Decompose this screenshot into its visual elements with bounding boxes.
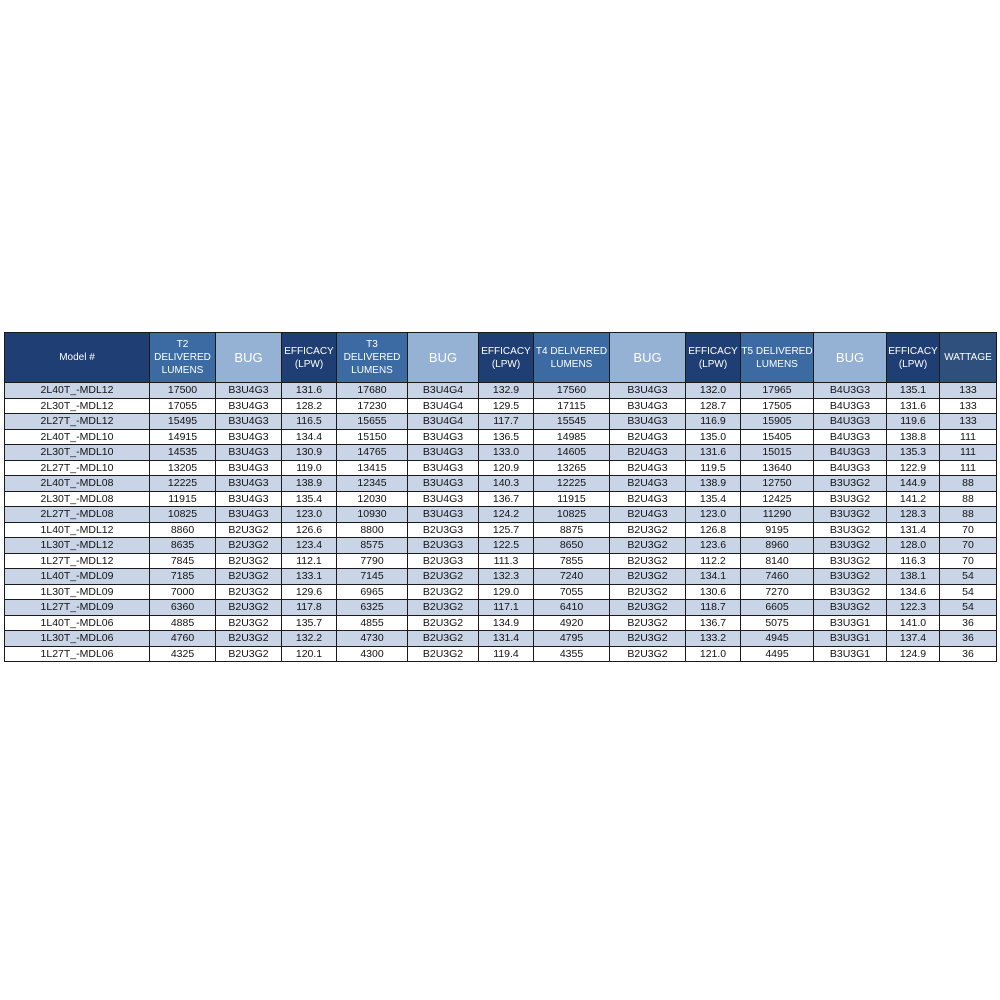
table-row	[5, 646, 997, 662]
cell-t4-bug: B2U3G2	[610, 646, 686, 662]
cell-t5-bug: B3U3G2	[814, 476, 887, 492]
cell-wattage: 88	[940, 476, 997, 492]
cell-t4-bug: B2U4G3	[610, 507, 686, 523]
cell-t4-bug: B2U3G2	[610, 553, 686, 569]
cell-t3-bug: B2U3G2	[408, 646, 479, 662]
cell-t3-efficacy: 132.9	[479, 383, 534, 399]
cell-t4-lumens: 4355	[534, 646, 610, 662]
cell-t5-efficacy: 138.8	[887, 429, 940, 445]
cell-t5-lumens: 7270	[741, 584, 814, 600]
cell-wattage: 111	[940, 445, 997, 461]
lumens-spec-table	[4, 332, 997, 662]
cell-t5-lumens: 12750	[741, 476, 814, 492]
cell-t5-lumens: 15905	[741, 414, 814, 430]
cell-t4-lumens: 7855	[534, 553, 610, 569]
cell-t3-efficacy: 124.2	[479, 507, 534, 523]
table-row	[5, 631, 997, 647]
cell-model: 2L30T_-MDL08	[5, 491, 150, 507]
cell-t5-efficacy: 131.4	[887, 522, 940, 538]
cell-t4-lumens: 4920	[534, 615, 610, 631]
table-row	[5, 476, 997, 492]
cell-wattage: 133	[940, 414, 997, 430]
cell-t4-bug: B3U4G3	[610, 414, 686, 430]
cell-t4-efficacy: 131.6	[686, 445, 741, 461]
header-t3-efficacy: EFFICACY (LPW)	[479, 333, 534, 383]
cell-t4-lumens: 14985	[534, 429, 610, 445]
cell-t2-bug: B2U3G2	[216, 646, 282, 662]
header-t2-bug: BUG	[216, 333, 282, 383]
cell-t4-lumens: 11915	[534, 491, 610, 507]
cell-wattage: 111	[940, 460, 997, 476]
table-row	[5, 615, 997, 631]
cell-t5-lumens: 11290	[741, 507, 814, 523]
cell-t2-efficacy: 123.0	[282, 507, 337, 523]
cell-t4-lumens: 4795	[534, 631, 610, 647]
table-body	[5, 383, 997, 662]
cell-t4-lumens: 6410	[534, 600, 610, 616]
cell-t2-efficacy: 116.5	[282, 414, 337, 430]
cell-t2-lumens: 8860	[150, 522, 216, 538]
cell-t3-efficacy: 117.1	[479, 600, 534, 616]
cell-t5-lumens: 4495	[741, 646, 814, 662]
cell-t5-efficacy: 135.3	[887, 445, 940, 461]
cell-t5-lumens: 8140	[741, 553, 814, 569]
cell-t3-efficacy: 136.5	[479, 429, 534, 445]
cell-t5-bug: B3U3G2	[814, 569, 887, 585]
cell-t5-efficacy: 141.0	[887, 615, 940, 631]
header-wattage: WATTAGE	[940, 333, 997, 383]
cell-t3-bug: B3U4G4	[408, 398, 479, 414]
cell-t5-bug: B4U3G3	[814, 398, 887, 414]
header-t4-lumens: T4 DELIVERED LUMENS	[534, 333, 610, 383]
cell-t3-efficacy: 111.3	[479, 553, 534, 569]
cell-t5-bug: B4U3G3	[814, 429, 887, 445]
cell-t4-bug: B2U4G3	[610, 445, 686, 461]
cell-t3-lumens: 17680	[337, 383, 408, 399]
cell-t2-efficacy: 138.9	[282, 476, 337, 492]
cell-wattage: 54	[940, 569, 997, 585]
cell-t2-lumens: 17055	[150, 398, 216, 414]
cell-t3-lumens: 15150	[337, 429, 408, 445]
cell-t2-bug: B2U3G2	[216, 631, 282, 647]
cell-t2-bug: B3U4G3	[216, 460, 282, 476]
cell-t5-bug: B3U3G2	[814, 522, 887, 538]
cell-t3-bug: B3U4G3	[408, 445, 479, 461]
cell-t4-bug: B2U4G3	[610, 491, 686, 507]
cell-t5-lumens: 5075	[741, 615, 814, 631]
cell-t3-efficacy: 129.5	[479, 398, 534, 414]
cell-t4-bug: B2U3G2	[610, 584, 686, 600]
cell-t2-efficacy: 119.0	[282, 460, 337, 476]
cell-t4-efficacy: 138.9	[686, 476, 741, 492]
cell-t5-lumens: 8960	[741, 538, 814, 554]
header-row	[5, 333, 997, 383]
cell-t4-bug: B2U3G2	[610, 615, 686, 631]
cell-t2-bug: B3U4G3	[216, 491, 282, 507]
cell-t2-efficacy: 123.4	[282, 538, 337, 554]
cell-t2-lumens: 10825	[150, 507, 216, 523]
cell-t2-lumens: 14535	[150, 445, 216, 461]
cell-t3-bug: B3U4G3	[408, 429, 479, 445]
cell-t2-efficacy: 132.2	[282, 631, 337, 647]
cell-t3-efficacy: 125.7	[479, 522, 534, 538]
cell-t4-bug: B2U4G3	[610, 460, 686, 476]
cell-t5-bug: B3U3G2	[814, 491, 887, 507]
table-row	[5, 460, 997, 476]
cell-model: 2L30T_-MDL12	[5, 398, 150, 414]
cell-model: 1L30T_-MDL09	[5, 584, 150, 600]
cell-model: 2L27T_-MDL10	[5, 460, 150, 476]
cell-t4-bug: B2U4G3	[610, 429, 686, 445]
cell-wattage: 36	[940, 646, 997, 662]
cell-t3-lumens: 4855	[337, 615, 408, 631]
cell-t2-bug: B2U3G2	[216, 538, 282, 554]
cell-t3-efficacy: 136.7	[479, 491, 534, 507]
cell-t3-efficacy: 119.4	[479, 646, 534, 662]
cell-t5-bug: B3U3G2	[814, 553, 887, 569]
cell-t4-efficacy: 123.6	[686, 538, 741, 554]
cell-t2-lumens: 4760	[150, 631, 216, 647]
cell-t4-bug: B2U4G3	[610, 476, 686, 492]
cell-t5-bug: B3U3G1	[814, 615, 887, 631]
cell-t2-bug: B2U3G2	[216, 600, 282, 616]
cell-t3-efficacy: 122.5	[479, 538, 534, 554]
cell-t3-bug: B2U3G3	[408, 538, 479, 554]
table-row	[5, 507, 997, 523]
cell-t2-bug: B3U4G3	[216, 383, 282, 399]
cell-t4-lumens: 14605	[534, 445, 610, 461]
cell-t2-lumens: 11915	[150, 491, 216, 507]
cell-t5-efficacy: 128.3	[887, 507, 940, 523]
cell-t5-bug: B4U3G3	[814, 460, 887, 476]
cell-t3-bug: B2U3G2	[408, 631, 479, 647]
cell-t5-efficacy: 128.0	[887, 538, 940, 554]
cell-t3-lumens: 12030	[337, 491, 408, 507]
cell-wattage: 133	[940, 383, 997, 399]
cell-t2-bug: B3U4G3	[216, 507, 282, 523]
cell-t5-bug: B3U3G1	[814, 631, 887, 647]
cell-t5-efficacy: 131.6	[887, 398, 940, 414]
header-t2-lumens: T2 DELIVERED LUMENS	[150, 333, 216, 383]
cell-t4-lumens: 13265	[534, 460, 610, 476]
cell-t2-efficacy: 131.6	[282, 383, 337, 399]
cell-t3-lumens: 8800	[337, 522, 408, 538]
table-row	[5, 398, 997, 414]
cell-t2-efficacy: 120.1	[282, 646, 337, 662]
cell-t3-efficacy: 129.0	[479, 584, 534, 600]
cell-t5-lumens: 17965	[741, 383, 814, 399]
cell-t2-efficacy: 135.4	[282, 491, 337, 507]
cell-model: 2L27T_-MDL08	[5, 507, 150, 523]
cell-t5-efficacy: 144.9	[887, 476, 940, 492]
cell-t4-efficacy: 135.0	[686, 429, 741, 445]
cell-t2-bug: B2U3G2	[216, 569, 282, 585]
cell-t4-bug: B2U3G2	[610, 569, 686, 585]
cell-t3-bug: B2U3G3	[408, 553, 479, 569]
cell-wattage: 133	[940, 398, 997, 414]
cell-t2-lumens: 8635	[150, 538, 216, 554]
cell-t2-efficacy: 134.4	[282, 429, 337, 445]
cell-t3-efficacy: 134.9	[479, 615, 534, 631]
cell-wattage: 88	[940, 507, 997, 523]
cell-t3-lumens: 13415	[337, 460, 408, 476]
cell-t3-lumens: 6965	[337, 584, 408, 600]
cell-t4-bug: B2U3G2	[610, 538, 686, 554]
cell-model: 1L27T_-MDL12	[5, 553, 150, 569]
cell-t2-efficacy: 135.7	[282, 615, 337, 631]
header-model: Model #	[5, 333, 150, 383]
cell-t3-bug: B3U4G3	[408, 507, 479, 523]
table-row	[5, 522, 997, 538]
cell-t3-efficacy: 117.7	[479, 414, 534, 430]
cell-t2-lumens: 13205	[150, 460, 216, 476]
header-t5-efficacy: EFFICACY (LPW)	[887, 333, 940, 383]
cell-t5-bug: B3U3G2	[814, 584, 887, 600]
cell-t4-efficacy: 136.7	[686, 615, 741, 631]
cell-t5-efficacy: 124.9	[887, 646, 940, 662]
cell-t3-bug: B3U4G3	[408, 491, 479, 507]
cell-wattage: 70	[940, 553, 997, 569]
table-row	[5, 553, 997, 569]
cell-t3-bug: B2U3G2	[408, 569, 479, 585]
cell-t4-bug: B2U3G2	[610, 600, 686, 616]
cell-wattage: 36	[940, 631, 997, 647]
table-row	[5, 569, 997, 585]
cell-model: 1L40T_-MDL09	[5, 569, 150, 585]
cell-t5-lumens: 15015	[741, 445, 814, 461]
cell-t5-bug: B3U3G1	[814, 646, 887, 662]
header-t2-efficacy: EFFICACY (LPW)	[282, 333, 337, 383]
cell-t5-efficacy: 138.1	[887, 569, 940, 585]
cell-t4-lumens: 7240	[534, 569, 610, 585]
cell-t4-lumens: 17560	[534, 383, 610, 399]
cell-t3-lumens: 7790	[337, 553, 408, 569]
table-row	[5, 491, 997, 507]
table-row	[5, 584, 997, 600]
cell-t4-efficacy: 128.7	[686, 398, 741, 414]
table-row	[5, 538, 997, 554]
cell-t5-bug: B3U3G2	[814, 507, 887, 523]
cell-t3-bug: B2U3G2	[408, 584, 479, 600]
cell-t4-efficacy: 112.2	[686, 553, 741, 569]
cell-t3-bug: B2U3G2	[408, 600, 479, 616]
cell-t4-lumens: 15545	[534, 414, 610, 430]
cell-t5-lumens: 7460	[741, 569, 814, 585]
cell-t5-lumens: 4945	[741, 631, 814, 647]
cell-t2-lumens: 17500	[150, 383, 216, 399]
cell-t2-lumens: 7845	[150, 553, 216, 569]
cell-t2-lumens: 7000	[150, 584, 216, 600]
cell-t5-bug: B3U3G2	[814, 600, 887, 616]
cell-t3-bug: B3U4G3	[408, 476, 479, 492]
cell-t4-efficacy: 132.0	[686, 383, 741, 399]
cell-t2-lumens: 7185	[150, 569, 216, 585]
cell-t4-lumens: 8875	[534, 522, 610, 538]
cell-t5-bug: B4U3G3	[814, 383, 887, 399]
cell-t4-efficacy: 116.9	[686, 414, 741, 430]
cell-t5-efficacy: 134.6	[887, 584, 940, 600]
cell-t5-lumens: 12425	[741, 491, 814, 507]
cell-t4-efficacy: 134.1	[686, 569, 741, 585]
cell-t5-lumens: 17505	[741, 398, 814, 414]
cell-t2-bug: B3U4G3	[216, 429, 282, 445]
cell-t2-efficacy: 129.6	[282, 584, 337, 600]
cell-t4-efficacy: 121.0	[686, 646, 741, 662]
cell-t2-bug: B3U4G3	[216, 476, 282, 492]
cell-t5-efficacy: 135.1	[887, 383, 940, 399]
cell-t5-efficacy: 137.4	[887, 631, 940, 647]
table-row	[5, 429, 997, 445]
cell-t3-bug: B2U3G2	[408, 615, 479, 631]
cell-t5-efficacy: 116.3	[887, 553, 940, 569]
cell-t5-lumens: 6605	[741, 600, 814, 616]
cell-t5-lumens: 13640	[741, 460, 814, 476]
cell-model: 2L40T_-MDL08	[5, 476, 150, 492]
cell-t3-lumens: 10930	[337, 507, 408, 523]
cell-t5-efficacy: 122.9	[887, 460, 940, 476]
cell-model: 2L40T_-MDL12	[5, 383, 150, 399]
cell-t3-bug: B3U4G3	[408, 460, 479, 476]
cell-t3-efficacy: 133.0	[479, 445, 534, 461]
cell-t3-efficacy: 120.9	[479, 460, 534, 476]
header-t5-bug: BUG	[814, 333, 887, 383]
cell-t2-bug: B2U3G2	[216, 584, 282, 600]
cell-model: 2L30T_-MDL10	[5, 445, 150, 461]
cell-t2-bug: B3U4G3	[216, 398, 282, 414]
cell-wattage: 111	[940, 429, 997, 445]
header-t3-lumens: T3 DELIVERED LUMENS	[337, 333, 408, 383]
cell-model: 1L27T_-MDL06	[5, 646, 150, 662]
cell-t2-efficacy: 130.9	[282, 445, 337, 461]
cell-wattage: 70	[940, 522, 997, 538]
cell-t4-bug: B3U4G3	[610, 398, 686, 414]
cell-t3-efficacy: 131.4	[479, 631, 534, 647]
cell-t4-lumens: 10825	[534, 507, 610, 523]
header-t3-bug: BUG	[408, 333, 479, 383]
cell-t5-efficacy: 141.2	[887, 491, 940, 507]
cell-wattage: 36	[940, 615, 997, 631]
cell-wattage: 70	[940, 538, 997, 554]
cell-t4-efficacy: 118.7	[686, 600, 741, 616]
cell-t3-lumens: 4300	[337, 646, 408, 662]
cell-t2-efficacy: 112.1	[282, 553, 337, 569]
cell-t4-bug: B2U3G2	[610, 631, 686, 647]
cell-t2-bug: B3U4G3	[216, 414, 282, 430]
cell-t3-lumens: 15655	[337, 414, 408, 430]
cell-t5-lumens: 9195	[741, 522, 814, 538]
cell-t5-lumens: 15405	[741, 429, 814, 445]
cell-t3-efficacy: 140.3	[479, 476, 534, 492]
cell-t5-efficacy: 119.6	[887, 414, 940, 430]
cell-t4-lumens: 17115	[534, 398, 610, 414]
cell-t3-bug: B3U4G4	[408, 414, 479, 430]
cell-model: 2L27T_-MDL12	[5, 414, 150, 430]
cell-t2-lumens: 14915	[150, 429, 216, 445]
cell-t2-lumens: 4885	[150, 615, 216, 631]
cell-t2-bug: B2U3G2	[216, 522, 282, 538]
cell-t3-lumens: 12345	[337, 476, 408, 492]
cell-t3-lumens: 8575	[337, 538, 408, 554]
cell-t2-efficacy: 117.8	[282, 600, 337, 616]
cell-t2-bug: B2U3G2	[216, 615, 282, 631]
cell-t2-lumens: 12225	[150, 476, 216, 492]
cell-t4-lumens: 7055	[534, 584, 610, 600]
table-row	[5, 414, 997, 430]
cell-model: 1L27T_-MDL09	[5, 600, 150, 616]
cell-t3-lumens: 17230	[337, 398, 408, 414]
cell-model: 1L30T_-MDL06	[5, 631, 150, 647]
cell-t4-efficacy: 119.5	[686, 460, 741, 476]
cell-t4-bug: B2U3G2	[610, 522, 686, 538]
cell-wattage: 54	[940, 600, 997, 616]
cell-t4-lumens: 8650	[534, 538, 610, 554]
cell-wattage: 88	[940, 491, 997, 507]
table-row	[5, 445, 997, 461]
cell-t3-bug: B2U3G3	[408, 522, 479, 538]
header-t4-bug: BUG	[610, 333, 686, 383]
cell-t5-bug: B4U3G3	[814, 445, 887, 461]
cell-t4-bug: B3U4G3	[610, 383, 686, 399]
cell-t5-efficacy: 122.3	[887, 600, 940, 616]
cell-t3-lumens: 4730	[337, 631, 408, 647]
header-t4-efficacy: EFFICACY (LPW)	[686, 333, 741, 383]
table-row	[5, 383, 997, 399]
table-row	[5, 600, 997, 616]
cell-model: 1L30T_-MDL12	[5, 538, 150, 554]
cell-t4-efficacy: 133.2	[686, 631, 741, 647]
cell-model: 1L40T_-MDL06	[5, 615, 150, 631]
cell-t5-bug: B3U3G2	[814, 538, 887, 554]
cell-t4-efficacy: 135.4	[686, 491, 741, 507]
cell-t2-lumens: 4325	[150, 646, 216, 662]
cell-t2-efficacy: 128.2	[282, 398, 337, 414]
cell-model: 2L40T_-MDL10	[5, 429, 150, 445]
cell-t4-efficacy: 126.8	[686, 522, 741, 538]
cell-t3-lumens: 14765	[337, 445, 408, 461]
cell-t2-efficacy: 126.6	[282, 522, 337, 538]
cell-t4-efficacy: 123.0	[686, 507, 741, 523]
cell-t2-lumens: 6360	[150, 600, 216, 616]
cell-t4-lumens: 12225	[534, 476, 610, 492]
cell-t3-lumens: 6325	[337, 600, 408, 616]
cell-t2-bug: B2U3G2	[216, 553, 282, 569]
cell-t5-bug: B4U3G3	[814, 414, 887, 430]
cell-t2-efficacy: 133.1	[282, 569, 337, 585]
cell-wattage: 54	[940, 584, 997, 600]
cell-t3-bug: B3U4G4	[408, 383, 479, 399]
cell-t2-bug: B3U4G3	[216, 445, 282, 461]
cell-t3-lumens: 7145	[337, 569, 408, 585]
cell-t3-efficacy: 132.3	[479, 569, 534, 585]
cell-t4-efficacy: 130.6	[686, 584, 741, 600]
cell-t2-lumens: 15495	[150, 414, 216, 430]
header-t5-lumens: T5 DELIVERED LUMENS	[741, 333, 814, 383]
cell-model: 1L40T_-MDL12	[5, 522, 150, 538]
